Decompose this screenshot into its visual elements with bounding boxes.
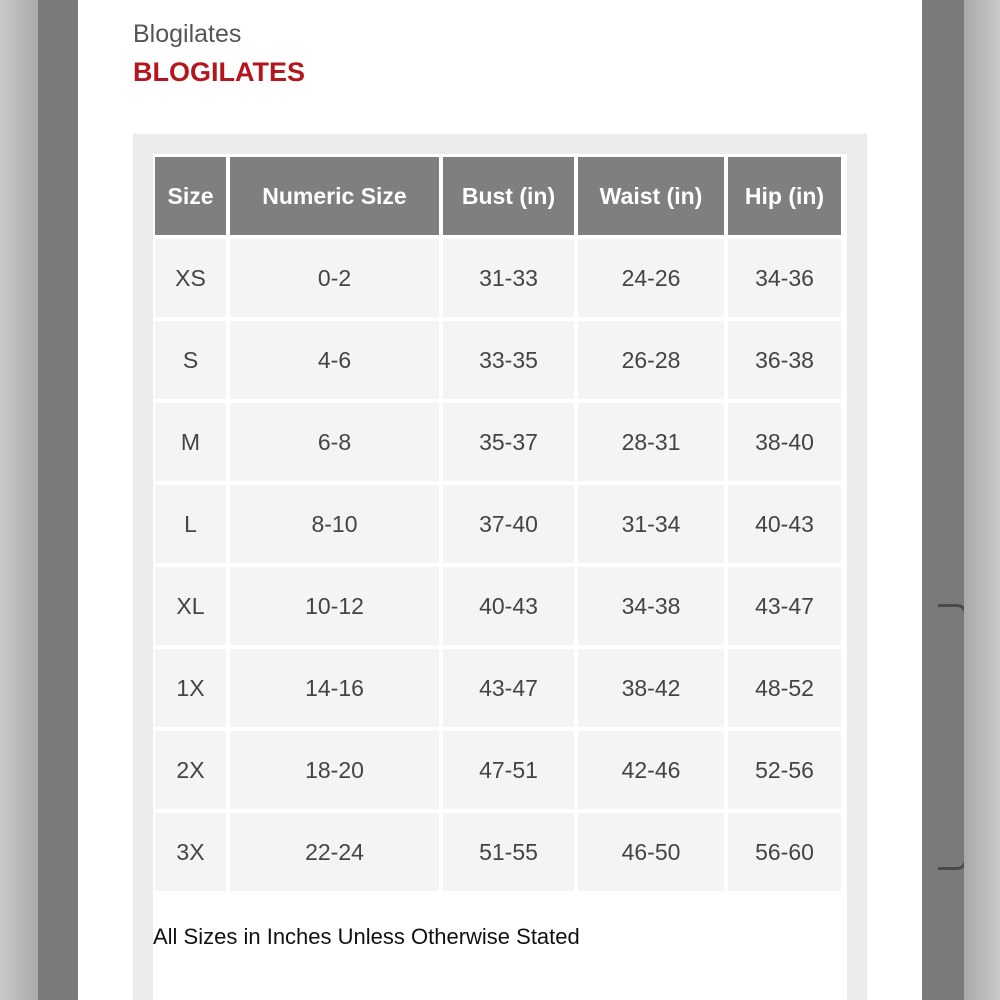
- cell-numeric-size: 18-20: [230, 731, 439, 809]
- cell-numeric-size: 10-12: [230, 567, 439, 645]
- cell-size: XL: [155, 567, 226, 645]
- table-row: [155, 567, 841, 645]
- cell-size: XS: [155, 239, 226, 317]
- cell-waist: 34-38: [578, 567, 724, 645]
- cell-numeric-size: 0-2: [230, 239, 439, 317]
- cell-hip: 48-52: [728, 649, 841, 727]
- cell-numeric-size: 14-16: [230, 649, 439, 727]
- brand-title: BLOGILATES: [133, 57, 305, 87]
- table-row: [155, 649, 841, 727]
- cell-waist: 28-31: [578, 403, 724, 481]
- cell-numeric-size: 6-8: [230, 403, 439, 481]
- cell-hip: 43-47: [728, 567, 841, 645]
- table-row: [155, 321, 841, 399]
- column-header-bust: Bust (in): [443, 157, 574, 235]
- column-header-hip: Hip (in): [728, 157, 841, 235]
- size-chart-table: [151, 153, 845, 895]
- table-row: [155, 813, 841, 891]
- cell-size: 3X: [155, 813, 226, 891]
- column-header-size: Size: [155, 157, 226, 235]
- table-row: [155, 239, 841, 317]
- cell-bust: 33-35: [443, 321, 574, 399]
- size-chart-modal: [78, 0, 922, 1000]
- cell-numeric-size: 8-10: [230, 485, 439, 563]
- cell-waist: 42-46: [578, 731, 724, 809]
- cell-hip: 38-40: [728, 403, 841, 481]
- cell-bust: 31-33: [443, 239, 574, 317]
- cell-hip: 40-43: [728, 485, 841, 563]
- cell-size: 1X: [155, 649, 226, 727]
- size-chart-note: All Sizes in Inches Unless Otherwise Stated: [153, 924, 580, 949]
- column-header-waist: Waist (in): [578, 157, 724, 235]
- device-edge-right: [964, 0, 1000, 1000]
- cell-numeric-size: 4-6: [230, 321, 439, 399]
- cell-bust: 51-55: [443, 813, 574, 891]
- column-header-numeric-size: Numeric Size: [230, 157, 439, 235]
- cell-size: M: [155, 403, 226, 481]
- cell-waist: 26-28: [578, 321, 724, 399]
- cell-hip: 34-36: [728, 239, 841, 317]
- size-chart-image: [153, 154, 847, 1000]
- device-edge-left: [0, 0, 38, 1000]
- brand-name: Blogilates: [133, 20, 242, 48]
- table-row: [155, 485, 841, 563]
- cell-bust: 40-43: [443, 567, 574, 645]
- background-page-card: [938, 604, 967, 870]
- cell-bust: 37-40: [443, 485, 574, 563]
- cell-size: 2X: [155, 731, 226, 809]
- cell-waist: 46-50: [578, 813, 724, 891]
- cell-bust: 35-37: [443, 403, 574, 481]
- table-row: [155, 403, 841, 481]
- cell-waist: 38-42: [578, 649, 724, 727]
- cell-size: S: [155, 321, 226, 399]
- cell-waist: 31-34: [578, 485, 724, 563]
- cell-bust: 47-51: [443, 731, 574, 809]
- cell-bust: 43-47: [443, 649, 574, 727]
- cell-waist: 24-26: [578, 239, 724, 317]
- cell-size: L: [155, 485, 226, 563]
- cell-hip: 56-60: [728, 813, 841, 891]
- cell-hip: 36-38: [728, 321, 841, 399]
- table-header-row: [155, 157, 841, 235]
- table-row: [155, 731, 841, 809]
- size-chart-panel: [133, 134, 867, 1000]
- cell-numeric-size: 22-24: [230, 813, 439, 891]
- cell-hip: 52-56: [728, 731, 841, 809]
